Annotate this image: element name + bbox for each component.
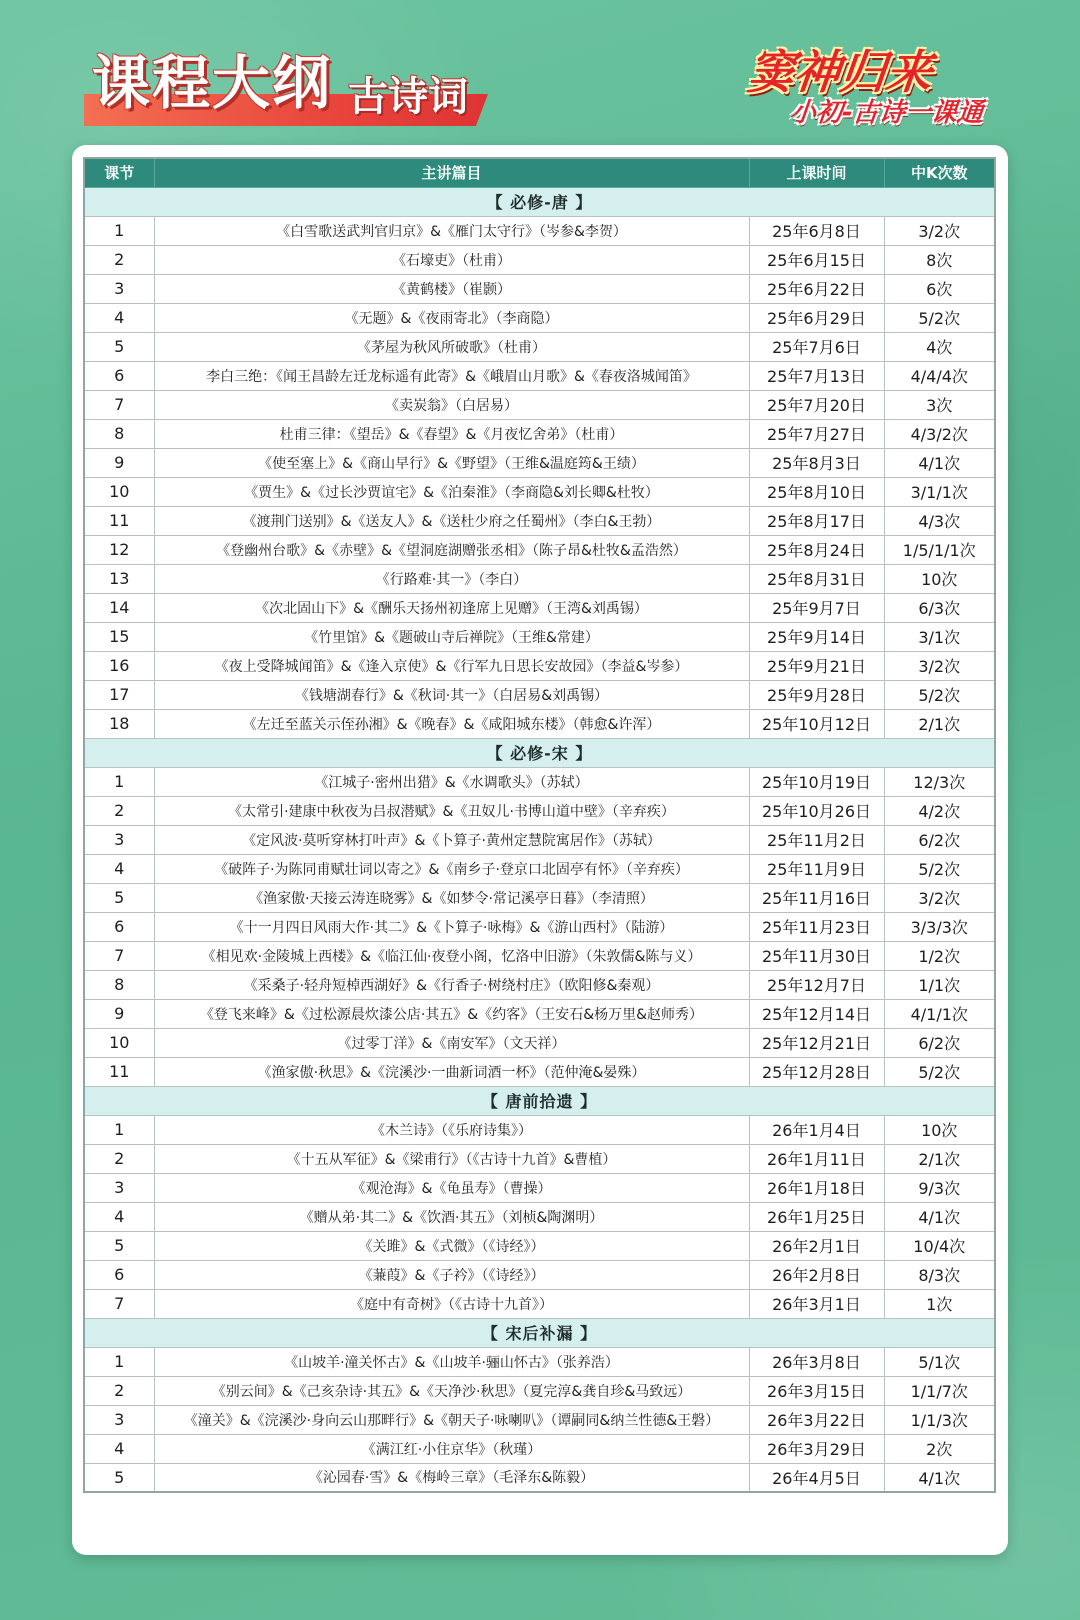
lesson-date-cell: 25年7月27日 xyxy=(749,419,884,448)
lesson-title-cell: 《采桑子·轻舟短棹西湖好》&《行香子·树绕村庄》（欧阳修&秦观） xyxy=(154,970,749,999)
table-row xyxy=(84,361,995,390)
lesson-date-cell: 25年9月28日 xyxy=(749,680,884,709)
lesson-number-cell: 7 xyxy=(84,390,154,419)
section-header-row xyxy=(84,1086,995,1115)
lesson-number-cell: 1 xyxy=(84,1347,154,1376)
lesson-title-cell: 《木兰诗》（《乐府诗集》） xyxy=(154,1115,749,1144)
lesson-number-cell: 5 xyxy=(84,1463,154,1492)
lesson-count-cell: 5/2次 xyxy=(884,1057,995,1086)
table-row xyxy=(84,883,995,912)
table-row xyxy=(84,1347,995,1376)
lesson-count-cell: 3/3/3次 xyxy=(884,912,995,941)
lesson-date-cell: 25年9月7日 xyxy=(749,593,884,622)
lesson-title-cell: 《竹里馆》&《题破山寺后禅院》（王维&常建） xyxy=(154,622,749,651)
lesson-count-cell: 4/1次 xyxy=(884,448,995,477)
lesson-count-cell: 9/3次 xyxy=(884,1173,995,1202)
lesson-date-cell: 26年1月4日 xyxy=(749,1115,884,1144)
syllabus-table xyxy=(83,157,996,1493)
lesson-number-cell: 2 xyxy=(84,1376,154,1405)
section-header-row xyxy=(84,738,995,767)
lesson-date-cell: 25年7月20日 xyxy=(749,390,884,419)
lesson-date-cell: 25年11月9日 xyxy=(749,854,884,883)
lesson-number-cell: 2 xyxy=(84,1144,154,1173)
lesson-date-cell: 25年6月8日 xyxy=(749,216,884,245)
lesson-title-cell: 《赠从弟·其二》&《饮酒·其五》（刘桢&陶渊明） xyxy=(154,1202,749,1231)
lesson-number-cell: 17 xyxy=(84,680,154,709)
table-row xyxy=(84,332,995,361)
lesson-count-cell: 4/1次 xyxy=(884,1463,995,1492)
table-row xyxy=(84,303,995,332)
lesson-title-cell: 《蒹葭》&《子衿》（《诗经》） xyxy=(154,1260,749,1289)
lesson-number-cell: 8 xyxy=(84,419,154,448)
table-row xyxy=(84,709,995,738)
lesson-title-cell: 《左迁至蓝关示侄孙湘》&《晚春》&《咸阳城东楼》（韩愈&许浑） xyxy=(154,709,749,738)
table-row xyxy=(84,1115,995,1144)
lesson-number-cell: 5 xyxy=(84,1231,154,1260)
lesson-title-cell: 《太常引·建康中秋夜为吕叔潜赋》&《丑奴儿·书博山道中壁》（辛弃疾） xyxy=(154,796,749,825)
lesson-title-cell: 《卖炭翁》（白居易） xyxy=(154,390,749,419)
lesson-number-cell: 7 xyxy=(84,941,154,970)
lesson-number-cell: 9 xyxy=(84,448,154,477)
lesson-count-cell: 1/1次 xyxy=(884,970,995,999)
lesson-title-cell: 《十五从军征》&《梁甫行》（《古诗十九首》&曹植） xyxy=(154,1144,749,1173)
lesson-date-cell: 25年10月26日 xyxy=(749,796,884,825)
syllabus-card xyxy=(72,145,1008,1555)
lesson-count-cell: 6/2次 xyxy=(884,825,995,854)
section-title: 【 必修-唐 】 xyxy=(84,187,995,216)
lesson-title-cell: 《夜上受降城闻笛》&《逢入京使》&《行军九日思长安故园》（李益&岑参） xyxy=(154,651,749,680)
lesson-number-cell: 4 xyxy=(84,854,154,883)
lesson-title-cell: 李白三绝：《闻王昌龄左迁龙标遥有此寄》&《峨眉山月歌》&《春夜洛城闻笛》 xyxy=(154,361,749,390)
lesson-date-cell: 25年8月17日 xyxy=(749,506,884,535)
lesson-count-cell: 6次 xyxy=(884,274,995,303)
lesson-number-cell: 8 xyxy=(84,970,154,999)
lesson-title-cell: 《江城子·密州出猎》&《水调歌头》（苏轼） xyxy=(154,767,749,796)
table-row xyxy=(84,245,995,274)
lesson-number-cell: 18 xyxy=(84,709,154,738)
lesson-number-cell: 1 xyxy=(84,767,154,796)
lesson-date-cell: 25年10月12日 xyxy=(749,709,884,738)
lesson-count-cell: 4/4/4次 xyxy=(884,361,995,390)
lesson-count-cell: 5/2次 xyxy=(884,303,995,332)
section-title: 【 唐前拾遗 】 xyxy=(84,1086,995,1115)
lesson-title-cell: 《破阵子·为陈同甫赋壮词以寄之》&《南乡子·登京口北固亭有怀》（辛弃疾） xyxy=(154,854,749,883)
lesson-title-cell: 《相见欢·金陵城上西楼》&《临江仙·夜登小阁，忆洛中旧游》（朱敦儒&陈与义） xyxy=(154,941,749,970)
lesson-date-cell: 25年12月14日 xyxy=(749,999,884,1028)
lesson-count-cell: 8次 xyxy=(884,245,995,274)
lesson-number-cell: 3 xyxy=(84,1405,154,1434)
lesson-count-cell: 3次 xyxy=(884,390,995,419)
table-row xyxy=(84,564,995,593)
lesson-date-cell: 26年3月1日 xyxy=(749,1289,884,1318)
lesson-title-cell: 《关雎》&《式微》（《诗经》） xyxy=(154,1231,749,1260)
lesson-count-cell: 1/1/3次 xyxy=(884,1405,995,1434)
lesson-date-cell: 26年1月18日 xyxy=(749,1173,884,1202)
section-header-row xyxy=(84,1318,995,1347)
lesson-number-cell: 9 xyxy=(84,999,154,1028)
lesson-number-cell: 12 xyxy=(84,535,154,564)
table-row xyxy=(84,999,995,1028)
table-row xyxy=(84,680,995,709)
lesson-date-cell: 25年12月28日 xyxy=(749,1057,884,1086)
lesson-count-cell: 5/1次 xyxy=(884,1347,995,1376)
lesson-title-cell: 《山坡羊·潼关怀古》&《山坡羊·骊山怀古》（张养浩） xyxy=(154,1347,749,1376)
table-row xyxy=(84,622,995,651)
table-row xyxy=(84,825,995,854)
table-row xyxy=(84,1405,995,1434)
table-row xyxy=(84,912,995,941)
lesson-date-cell: 26年1月11日 xyxy=(749,1144,884,1173)
section-header-row xyxy=(84,187,995,216)
lesson-title-cell: 《白雪歌送武判官归京》&《雁门太守行》（岑参&李贺） xyxy=(154,216,749,245)
lesson-number-cell: 1 xyxy=(84,216,154,245)
lesson-date-cell: 25年7月13日 xyxy=(749,361,884,390)
lesson-date-cell: 25年11月16日 xyxy=(749,883,884,912)
table-body xyxy=(84,187,995,1492)
lesson-count-cell: 10次 xyxy=(884,564,995,593)
lesson-count-cell: 3/2次 xyxy=(884,216,995,245)
lesson-number-cell: 16 xyxy=(84,651,154,680)
lesson-title-cell: 杜甫三律：《望岳》&《春望》&《月夜忆舍弟》（杜甫） xyxy=(154,419,749,448)
lesson-title-cell: 《十一月四日风雨大作·其二》&《卜算子·咏梅》&《游山西村》（陆游） xyxy=(154,912,749,941)
column-header-lesson: 课节 xyxy=(84,158,154,187)
table-row xyxy=(84,1144,995,1173)
lesson-count-cell: 6/2次 xyxy=(884,1028,995,1057)
column-header-topic: 主讲篇目 xyxy=(154,158,749,187)
lesson-date-cell: 26年1月25日 xyxy=(749,1202,884,1231)
lesson-date-cell: 25年6月29日 xyxy=(749,303,884,332)
lesson-count-cell: 1次 xyxy=(884,1289,995,1318)
table-row xyxy=(84,1376,995,1405)
brand-logo-subtitle: 小初-古诗一课通 xyxy=(788,98,985,128)
lesson-number-cell: 7 xyxy=(84,1289,154,1318)
table-row xyxy=(84,390,995,419)
lesson-date-cell: 25年11月2日 xyxy=(749,825,884,854)
table-row xyxy=(84,1463,995,1492)
lesson-count-cell: 3/2次 xyxy=(884,883,995,912)
table-row xyxy=(84,477,995,506)
lesson-title-cell: 《次北固山下》&《酬乐天扬州初逢席上见赠》（王湾&刘禹锡） xyxy=(154,593,749,622)
lesson-date-cell: 25年6月22日 xyxy=(749,274,884,303)
lesson-number-cell: 3 xyxy=(84,274,154,303)
lesson-count-cell: 3/2次 xyxy=(884,651,995,680)
table-row xyxy=(84,448,995,477)
lesson-number-cell: 10 xyxy=(84,1028,154,1057)
brand-logo-title: 窦神归来 xyxy=(745,45,935,99)
lesson-count-cell: 8/3次 xyxy=(884,1260,995,1289)
table-row xyxy=(84,419,995,448)
lesson-title-cell: 《行路难·其一》（李白） xyxy=(154,564,749,593)
table-row xyxy=(84,1289,995,1318)
lesson-title-cell: 《过零丁洋》&《南安军》（文天祥） xyxy=(154,1028,749,1057)
table-row xyxy=(84,506,995,535)
lesson-number-cell: 1 xyxy=(84,1115,154,1144)
lesson-title-cell: 《贾生》&《过长沙贾谊宅》&《泊秦淮》（李商隐&刘长卿&杜牧） xyxy=(154,477,749,506)
lesson-number-cell: 15 xyxy=(84,622,154,651)
lesson-date-cell: 25年11月23日 xyxy=(749,912,884,941)
lesson-number-cell: 11 xyxy=(84,1057,154,1086)
lesson-count-cell: 2次 xyxy=(884,1434,995,1463)
lesson-number-cell: 4 xyxy=(84,1202,154,1231)
lesson-count-cell: 2/1次 xyxy=(884,709,995,738)
table-row xyxy=(84,1260,995,1289)
lesson-date-cell: 25年10月19日 xyxy=(749,767,884,796)
lesson-count-cell: 4/1次 xyxy=(884,1202,995,1231)
table-row xyxy=(84,216,995,245)
column-header-count: 中K次数 xyxy=(884,158,995,187)
lesson-number-cell: 14 xyxy=(84,593,154,622)
lesson-number-cell: 2 xyxy=(84,796,154,825)
lesson-title-cell: 《沁园春·雪》&《梅岭三章》（毛泽东&陈毅） xyxy=(154,1463,749,1492)
page-title: 课程大纲 xyxy=(92,49,333,117)
table-row xyxy=(84,274,995,303)
lesson-date-cell: 26年3月22日 xyxy=(749,1405,884,1434)
table-row xyxy=(84,651,995,680)
table-row xyxy=(84,1231,995,1260)
lesson-count-cell: 5/2次 xyxy=(884,680,995,709)
lesson-date-cell: 25年8月24日 xyxy=(749,535,884,564)
table-row xyxy=(84,796,995,825)
table-row xyxy=(84,535,995,564)
lesson-number-cell: 3 xyxy=(84,825,154,854)
lesson-count-cell: 6/3次 xyxy=(884,593,995,622)
table-row xyxy=(84,941,995,970)
table-header-row xyxy=(84,158,995,187)
table-row xyxy=(84,1057,995,1086)
lesson-title-cell: 《登飞来峰》&《过松源晨炊漆公店·其五》&《约客》（王安石&杨万里&赵师秀） xyxy=(154,999,749,1028)
lesson-count-cell: 1/1/7次 xyxy=(884,1376,995,1405)
section-title: 【 必修-宋 】 xyxy=(84,738,995,767)
lesson-number-cell: 4 xyxy=(84,303,154,332)
lesson-number-cell: 2 xyxy=(84,245,154,274)
table-row xyxy=(84,1434,995,1463)
lesson-title-cell: 《渔家傲·天接云涛连晓雾》&《如梦令·常记溪亭日暮》（李清照） xyxy=(154,883,749,912)
lesson-date-cell: 25年8月31日 xyxy=(749,564,884,593)
lesson-number-cell: 6 xyxy=(84,361,154,390)
lesson-date-cell: 25年6月15日 xyxy=(749,245,884,274)
lesson-count-cell: 10/4次 xyxy=(884,1231,995,1260)
lesson-date-cell: 25年12月7日 xyxy=(749,970,884,999)
lesson-number-cell: 5 xyxy=(84,883,154,912)
lesson-date-cell: 25年7月6日 xyxy=(749,332,884,361)
lesson-title-cell: 《钱塘湖春行》&《秋词·其一》（白居易&刘禹锡） xyxy=(154,680,749,709)
table-row xyxy=(84,970,995,999)
lesson-date-cell: 25年8月10日 xyxy=(749,477,884,506)
lesson-number-cell: 6 xyxy=(84,1260,154,1289)
lesson-count-cell: 3/1/1次 xyxy=(884,477,995,506)
lesson-date-cell: 25年9月14日 xyxy=(749,622,884,651)
lesson-title-cell: 《渔家傲·秋思》&《浣溪沙·一曲新词酒一杯》（范仲淹&晏殊） xyxy=(154,1057,749,1086)
lesson-count-cell: 12/3次 xyxy=(884,767,995,796)
lesson-title-cell: 《茅屋为秋风所破歌》（杜甫） xyxy=(154,332,749,361)
column-header-date: 上课时间 xyxy=(749,158,884,187)
lesson-date-cell: 26年3月15日 xyxy=(749,1376,884,1405)
lesson-date-cell: 25年9月21日 xyxy=(749,651,884,680)
lesson-count-cell: 1/2次 xyxy=(884,941,995,970)
lesson-number-cell: 13 xyxy=(84,564,154,593)
lesson-date-cell: 25年8月3日 xyxy=(749,448,884,477)
lesson-date-cell: 25年12月21日 xyxy=(749,1028,884,1057)
table-row xyxy=(84,1202,995,1231)
lesson-number-cell: 5 xyxy=(84,332,154,361)
lesson-count-cell: 10次 xyxy=(884,1115,995,1144)
lesson-title-cell: 《使至塞上》&《商山早行》&《野望》（王维&温庭筠&王绩） xyxy=(154,448,749,477)
table-header xyxy=(84,158,995,187)
lesson-title-cell: 《潼关》&《浣溪沙·身向云山那畔行》&《朝天子·咏喇叭》（谭嗣同&纳兰性德&王磐） xyxy=(154,1405,749,1434)
lesson-number-cell: 11 xyxy=(84,506,154,535)
table-row xyxy=(84,767,995,796)
lesson-date-cell: 26年2月8日 xyxy=(749,1260,884,1289)
lesson-count-cell: 3/1次 xyxy=(884,622,995,651)
lesson-count-cell: 4/2次 xyxy=(884,796,995,825)
lesson-date-cell: 26年2月1日 xyxy=(749,1231,884,1260)
lesson-title-cell: 《观沧海》&《龟虽寿》（曹操） xyxy=(154,1173,749,1202)
lesson-title-cell: 《石壕吏》（杜甫） xyxy=(154,245,749,274)
lesson-date-cell: 26年3月29日 xyxy=(749,1434,884,1463)
section-title: 【 宋后补漏 】 xyxy=(84,1318,995,1347)
table-row xyxy=(84,854,995,883)
lesson-count-cell: 4/1/1次 xyxy=(884,999,995,1028)
lesson-title-cell: 《定风波·莫听穿林打叶声》&《卜算子·黄州定慧院寓居作》（苏轼） xyxy=(154,825,749,854)
lesson-date-cell: 26年4月5日 xyxy=(749,1463,884,1492)
lesson-date-cell: 25年11月30日 xyxy=(749,941,884,970)
lesson-title-cell: 《庭中有奇树》（《古诗十九首》） xyxy=(154,1289,749,1318)
lesson-date-cell: 26年3月8日 xyxy=(749,1347,884,1376)
lesson-number-cell: 6 xyxy=(84,912,154,941)
table-row xyxy=(84,1028,995,1057)
lesson-count-cell: 5/2次 xyxy=(884,854,995,883)
page-subtitle: 古诗词 xyxy=(348,74,468,120)
lesson-number-cell: 3 xyxy=(84,1173,154,1202)
lesson-count-cell: 4/3次 xyxy=(884,506,995,535)
lesson-title-cell: 《无题》&《夜雨寄北》（李商隐） xyxy=(154,303,749,332)
lesson-title-cell: 《满江红·小住京华》（秋瑾） xyxy=(154,1434,749,1463)
table-row xyxy=(84,1173,995,1202)
lesson-count-cell: 1/5/1/1次 xyxy=(884,535,995,564)
table-row xyxy=(84,593,995,622)
lesson-title-cell: 《黄鹤楼》（崔颢） xyxy=(154,274,749,303)
lesson-number-cell: 4 xyxy=(84,1434,154,1463)
lesson-count-cell: 2/1次 xyxy=(884,1144,995,1173)
lesson-number-cell: 10 xyxy=(84,477,154,506)
lesson-count-cell: 4/3/2次 xyxy=(884,419,995,448)
lesson-title-cell: 《登幽州台歌》&《赤壁》&《望洞庭湖赠张丞相》（陈子昂&杜牧&孟浩然） xyxy=(154,535,749,564)
lesson-title-cell: 《渡荆门送别》&《送友人》&《送杜少府之任蜀州》（李白&王勃） xyxy=(154,506,749,535)
lesson-title-cell: 《别云间》&《己亥杂诗·其五》&《天净沙·秋思》（夏完淳&龚自珍&马致远） xyxy=(154,1376,749,1405)
lesson-count-cell: 4次 xyxy=(884,332,995,361)
